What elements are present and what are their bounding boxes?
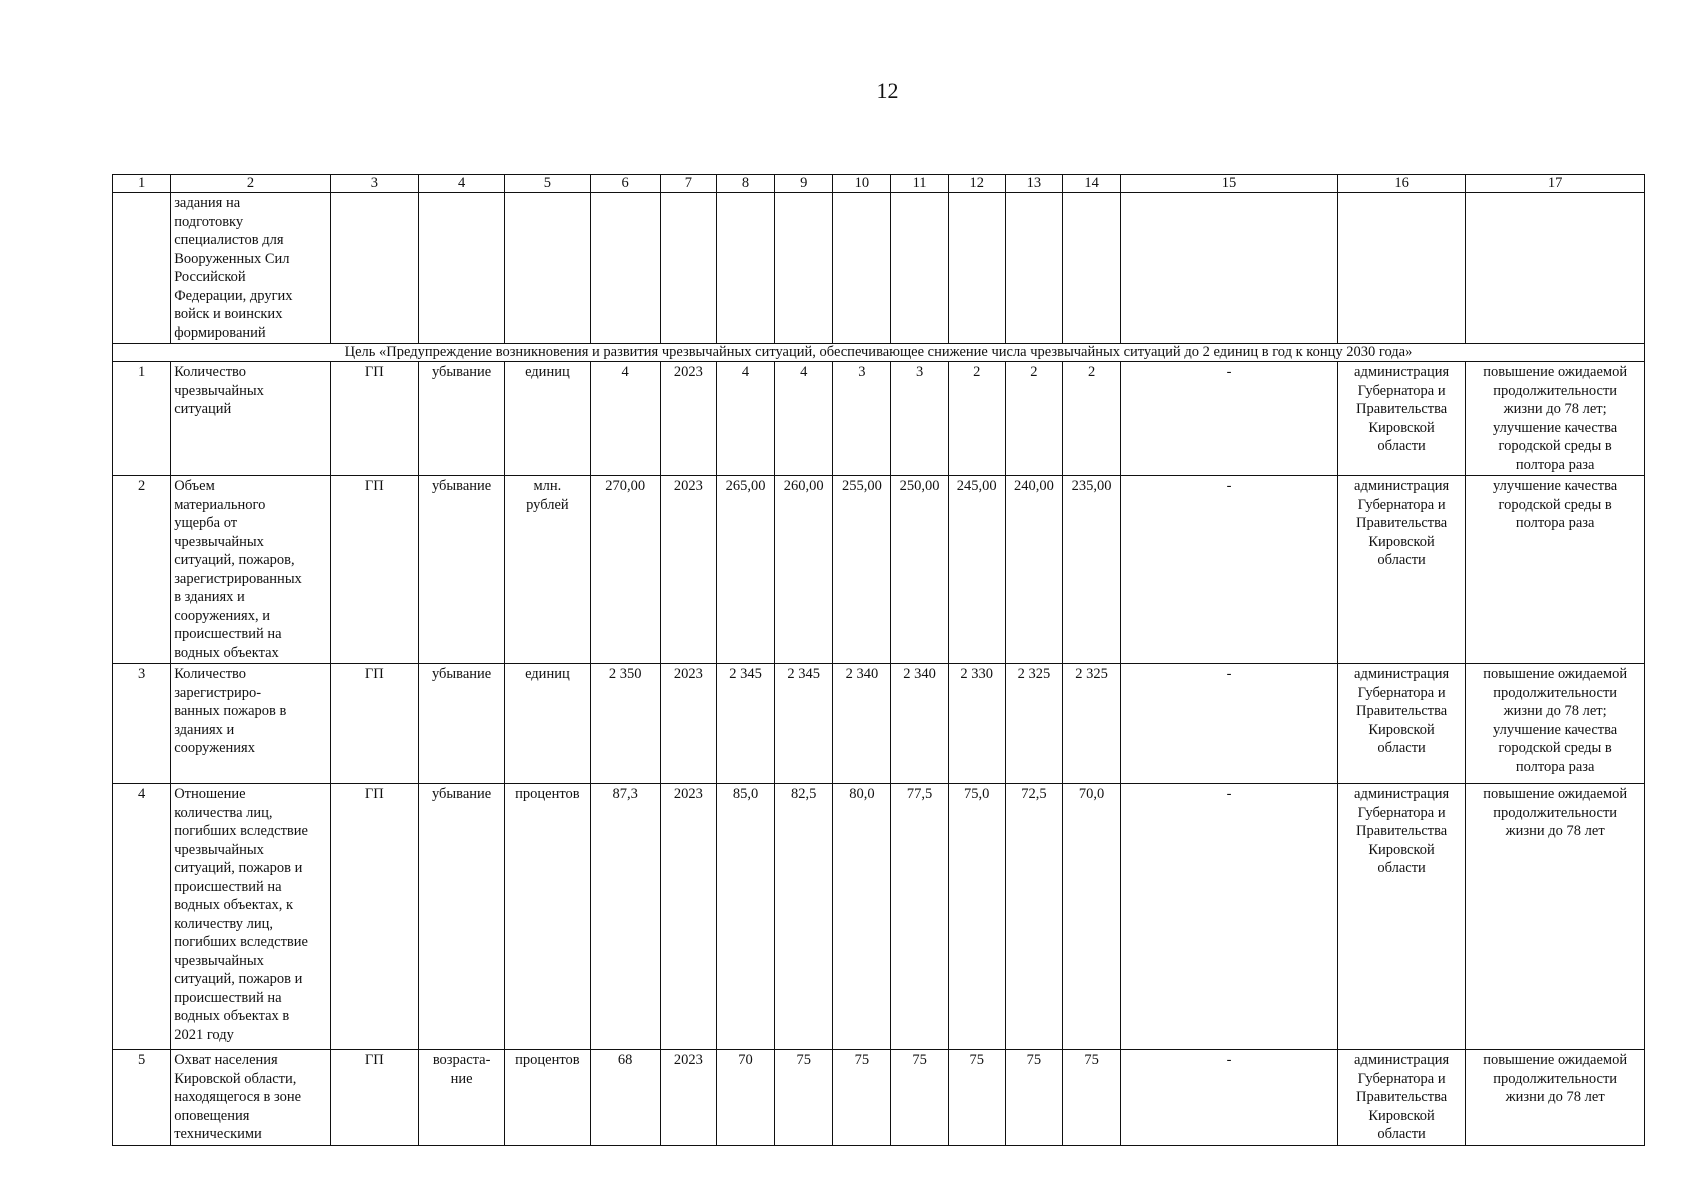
- indicator-name: Охват населения Кировской области, находящегося в зоне оповещения техническими: [171, 1050, 331, 1146]
- column-number: 4: [418, 175, 504, 193]
- value-2028: 245,00: [948, 476, 1005, 664]
- indicator-name: Количество зарегистриро- ванных пожаров в зданиях и сооружениях: [171, 664, 331, 784]
- column-number: 8: [716, 175, 774, 193]
- base-year: 2023: [660, 1050, 716, 1146]
- goal-text: Цель «Предупреждение возникновения и развития чрезвычайных ситуаций, обеспечивающее снижение числа чрезвычайных ситуаций до 2 единиц в год к концу 2030 года»: [113, 344, 1645, 362]
- responsible: администрация Губернатора и Правительства Кировской области: [1337, 476, 1465, 664]
- value-2024: 85,0: [716, 784, 774, 1050]
- value-2027: 2 340: [891, 664, 948, 784]
- table-row: [113, 476, 1645, 664]
- value-2027: 75: [891, 1050, 948, 1146]
- value-2030: 75: [1063, 1050, 1121, 1146]
- value-2029: 2: [1005, 362, 1062, 476]
- responsible: администрация Губернатора и Правительства Кировской области: [1337, 1050, 1465, 1146]
- column-number: 13: [1005, 175, 1062, 193]
- value-2026: 2 340: [833, 664, 891, 784]
- table-row-continuation: [113, 193, 1645, 344]
- level-code: ГП: [330, 476, 418, 664]
- table-row: [113, 1050, 1645, 1146]
- value-2029: 75: [1005, 1050, 1062, 1146]
- column-number-row: [113, 175, 1645, 193]
- base-year: 2023: [660, 664, 716, 784]
- column-number: 12: [948, 175, 1005, 193]
- value-2025: 82,5: [775, 784, 833, 1050]
- documents: -: [1121, 1050, 1338, 1146]
- documents: -: [1121, 476, 1338, 664]
- documents: -: [1121, 362, 1338, 476]
- row-number: 2: [113, 476, 171, 664]
- table-row: [113, 784, 1645, 1050]
- unit: единиц: [505, 664, 590, 784]
- value-2024: 70: [716, 1050, 774, 1146]
- unit: млн. рублей: [505, 476, 590, 664]
- table-row: [113, 362, 1645, 476]
- column-number: 16: [1337, 175, 1465, 193]
- level-code: ГП: [330, 784, 418, 1050]
- column-number: 10: [833, 175, 891, 193]
- indicator-name: Отношение количества лиц, погибших вследствие чрезвычайных ситуаций, пожаров и происшествий на водных объектах, к количеству лиц, погибших вследствие чрезвычайных ситуаций, пожаров и происшествий на водных объектах в 2021 году: [171, 784, 331, 1050]
- value-2025: 2 345: [775, 664, 833, 784]
- national-goal-link: повышение ожидаемой продолжительности жизни до 78 лет: [1466, 1050, 1645, 1146]
- value-2030: 70,0: [1063, 784, 1121, 1050]
- row-number: 5: [113, 1050, 171, 1146]
- value-2028: 2 330: [948, 664, 1005, 784]
- data-rows: [113, 362, 1645, 1146]
- value-2027: 77,5: [891, 784, 948, 1050]
- national-goal-link: повышение ожидаемой продолжительности жизни до 78 лет; улучшение качества городской среды в полтора раза: [1466, 362, 1645, 476]
- page-number: 12: [876, 78, 899, 103]
- base-year: 2023: [660, 476, 716, 664]
- row-number: 1: [113, 362, 171, 476]
- column-number: 1: [113, 175, 171, 193]
- trend: убывание: [418, 362, 504, 476]
- value-2026: 80,0: [833, 784, 891, 1050]
- goal-row: [113, 344, 1645, 362]
- base-value: 68: [590, 1050, 660, 1146]
- indicator-name: Количество чрезвычайных ситуаций: [171, 362, 331, 476]
- national-goal-link: повышение ожидаемой продолжительности жизни до 78 лет; улучшение качества городской среды в полтора раза: [1466, 664, 1645, 784]
- base-value: 270,00: [590, 476, 660, 664]
- column-number: 2: [171, 175, 331, 193]
- documents: -: [1121, 664, 1338, 784]
- trend: убывание: [418, 664, 504, 784]
- value-2028: 75,0: [948, 784, 1005, 1050]
- base-value: 87,3: [590, 784, 660, 1050]
- column-number: 15: [1121, 175, 1338, 193]
- value-2030: 235,00: [1063, 476, 1121, 664]
- value-2027: 3: [891, 362, 948, 476]
- value-2029: 72,5: [1005, 784, 1062, 1050]
- level-code: ГП: [330, 664, 418, 784]
- value-2029: 240,00: [1005, 476, 1062, 664]
- base-value: 2 350: [590, 664, 660, 784]
- trend: убывание: [418, 476, 504, 664]
- responsible: администрация Губернатора и Правительства Кировской области: [1337, 664, 1465, 784]
- row-number: 3: [113, 664, 171, 784]
- column-number: 14: [1063, 175, 1121, 193]
- responsible: администрация Губернатора и Правительства Кировской области: [1337, 784, 1465, 1050]
- unit: процентов: [505, 784, 590, 1050]
- unit: единиц: [505, 362, 590, 476]
- value-2026: 3: [833, 362, 891, 476]
- indicator-name: Объем материального ущерба от чрезвычайных ситуаций, пожаров, зарегистрированных в зданиях и сооружениях, и происшествий на водных объектах: [171, 476, 331, 664]
- value-2030: 2: [1063, 362, 1121, 476]
- national-goal-link: улучшение качества городской среды в полтора раза: [1466, 476, 1645, 664]
- value-2025: 75: [775, 1050, 833, 1146]
- value-2024: 265,00: [716, 476, 774, 664]
- column-number: 11: [891, 175, 948, 193]
- trend: возраста- ние: [418, 1050, 504, 1146]
- column-number: 3: [330, 175, 418, 193]
- table-row: [113, 664, 1645, 784]
- value-2028: 75: [948, 1050, 1005, 1146]
- base-year: 2023: [660, 362, 716, 476]
- level-code: ГП: [330, 1050, 418, 1146]
- value-2027: 250,00: [891, 476, 948, 664]
- value-2030: 2 325: [1063, 664, 1121, 784]
- column-number: 7: [660, 175, 716, 193]
- value-2026: 75: [833, 1050, 891, 1146]
- documents: -: [1121, 784, 1338, 1050]
- column-number: 17: [1466, 175, 1645, 193]
- base-year: 2023: [660, 784, 716, 1050]
- responsible: администрация Губернатора и Правительства Кировской области: [1337, 362, 1465, 476]
- value-2025: 260,00: [775, 476, 833, 664]
- national-goal-link: повышение ожидаемой продолжительности жизни до 78 лет: [1466, 784, 1645, 1050]
- indicators-table: [112, 174, 1645, 1146]
- value-2024: 2 345: [716, 664, 774, 784]
- column-number: 5: [505, 175, 590, 193]
- value-2024: 4: [716, 362, 774, 476]
- unit: процентов: [505, 1050, 590, 1146]
- level-code: ГП: [330, 362, 418, 476]
- trend: убывание: [418, 784, 504, 1050]
- value-2026: 255,00: [833, 476, 891, 664]
- base-value: 4: [590, 362, 660, 476]
- row-number: 4: [113, 784, 171, 1050]
- value-2029: 2 325: [1005, 664, 1062, 784]
- column-number: 9: [775, 175, 833, 193]
- column-number: 6: [590, 175, 660, 193]
- indicator-name: задания на подготовку специалистов для Вооруженных Сил Российской Федерации, других войск и воинских формирований: [171, 193, 331, 344]
- value-2025: 4: [775, 362, 833, 476]
- value-2028: 2: [948, 362, 1005, 476]
